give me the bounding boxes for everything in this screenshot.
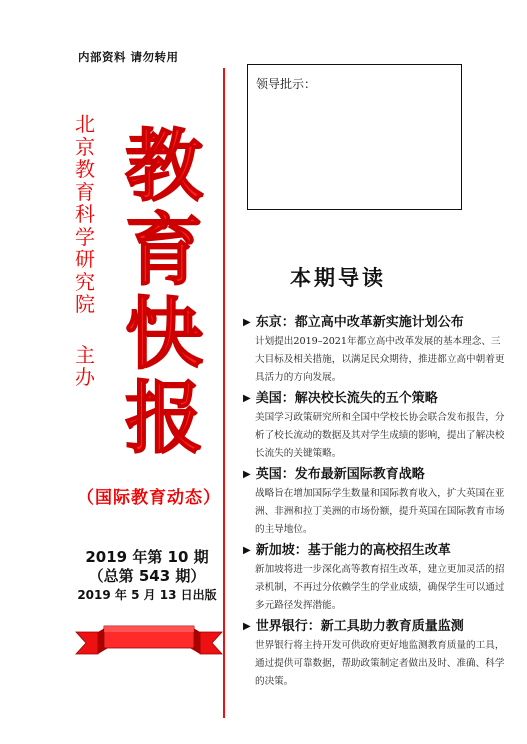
guide-item-title: 新加坡：基于能力的高校招生改革: [255, 543, 451, 558]
guide-item: [243, 314, 513, 387]
issue-info: [72, 548, 222, 605]
masthead-char: 报: [124, 374, 203, 464]
guide-item-summary: 计划提出2019–2021年都立高中改革发展的基本理念、三大目标及相关措施，以满足民众期待，推进都立高中朝着更具活力的方向发展。: [255, 336, 505, 383]
triangle-bullet-icon: ▶: [243, 393, 251, 404]
masthead-title: [114, 122, 214, 464]
guide-item-title: 美国：解决校长流失的五个策略: [255, 391, 438, 406]
publisher-char: 教: [75, 157, 95, 181]
internal-note: 内部资料 请勿转用: [78, 50, 179, 64]
guide-item-title: 东京：都立高中改革新实施计划公布: [255, 315, 464, 330]
publisher-char: 育: [75, 179, 95, 204]
triangle-bullet-icon: ▶: [243, 621, 251, 632]
publisher-char: 究: [75, 269, 95, 294]
guide-item-summary: 世界银行将主持开发可供政府更好地监测教育质量的工具，通过提供可靠数据，帮助政策制定者做出及时、准确、科学的决策。: [255, 640, 505, 687]
guide-item-summary: 战略旨在增加国际学生数量和国际教育收入，扩大英国在亚洲、非洲和拉丁美洲的市场份额，提升英国在国际教育市场的主导地位。: [255, 488, 505, 535]
publisher-char: 办: [75, 365, 95, 389]
publisher-char: 京: [75, 134, 95, 159]
triangle-bullet-icon: ▶: [243, 317, 251, 328]
guide-item: [243, 618, 513, 691]
masthead-char: 快: [124, 290, 203, 380]
publisher-char: 院: [75, 292, 95, 316]
approval-box: [247, 64, 462, 210]
publisher-char: 主: [75, 342, 95, 367]
triangle-bullet-icon: ▶: [243, 469, 251, 480]
issue-date: 2019 年 5 月 13 日出版: [77, 588, 217, 602]
issue-number: 2019 年第 10 期: [85, 548, 209, 566]
publisher-char: 科: [75, 202, 95, 226]
guide-item: [243, 390, 513, 463]
publisher-char: 北: [75, 112, 95, 136]
guide-title: 本期导读: [290, 265, 386, 290]
guide-item-summary: 新加坡将进一步深化高等教育招生改革，建立更加灵活的招录机制，不再过分依赖学生的学业成绩，确保学生可以通过多元路径发挥潜能。: [255, 564, 505, 611]
publisher-vertical: [70, 113, 100, 389]
masthead-subtitle: （国际教育动态）: [77, 488, 221, 508]
masthead-char: 育: [124, 206, 203, 296]
guide-item: [243, 542, 513, 615]
masthead-char: 教: [124, 122, 203, 212]
approval-label: 领导批示：: [256, 77, 317, 91]
guide-item-title: 英国：发布最新国际教育战略: [255, 467, 425, 482]
publisher-char: 学: [75, 224, 95, 249]
guide-items: [243, 314, 513, 694]
guide-item-summary: 美国学习政策研究所和全国中学校长协会联合发布报告，分析了校长流动的数据及其对学生成绩的影响，提出了解决校长流失的关键策略。: [255, 412, 505, 459]
issue-total: （总第 543 期）: [88, 567, 206, 585]
publisher-gap: [70, 316, 100, 344]
publisher-char: 研: [75, 247, 95, 271]
guide-item: [243, 466, 513, 539]
triangle-bullet-icon: ▶: [243, 545, 251, 556]
guide-item-title: 世界银行：新工具助力教育质量监测: [255, 619, 464, 634]
ribbon-decoration: [74, 620, 224, 662]
